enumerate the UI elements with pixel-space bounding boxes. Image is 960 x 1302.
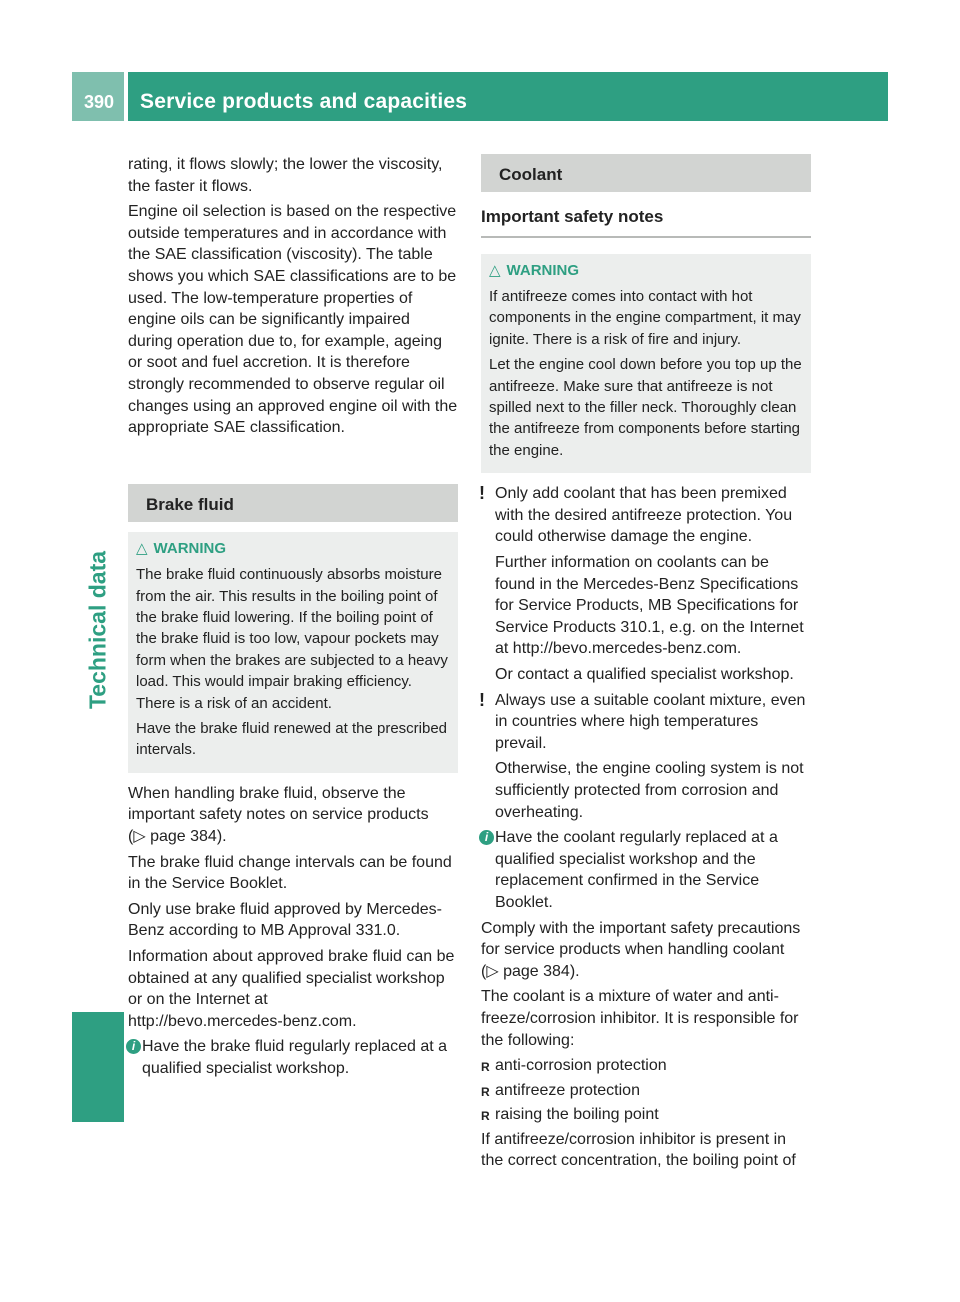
paragraph: Or contact a qualified specialist workshop. [495,666,794,683]
right-column [481,154,811,1176]
caution-note [481,483,811,548]
paragraph: Otherwise, the engine cooling system is not sufficiently protected from corrosion and overheating. [495,760,804,821]
warning-box [481,254,811,474]
section-side-tab [72,1012,124,1122]
info-icon: i [126,1039,141,1054]
list-item: R raising the boiling point [481,1104,811,1126]
paragraph: rating, it flows slowly; the lower the viscosity, the faster it flows. [128,156,443,195]
page-reference-link[interactable]: (▷ page 384). [481,962,580,980]
paragraph: The coolant is a mixture of water and anti-freeze/corrosion inhibitor. It is responsible for the following: [481,988,799,1049]
warning-text: If antifreeze comes into contact with hot components in the engine compartment, it may ignite. There is a risk of fire and injury. [489,288,801,348]
info-text: Have the coolant regularly replaced at a qualified specialist workshop and the replacement confirmed in the Service Booklet. [495,829,778,911]
section-heading-text: Coolant [499,165,563,184]
subheading-safety-notes: Important safety notes [481,202,811,238]
paragraph: Engine oil selection is based on the respective outside temperatures and in accordance with the SAE classification (viscosity). The table shows you which SAE classifications are to be used. The low-temperature properties of engine oils can be significantly impaired during operation due to, for example, ageing or soot and fuel accretion. It is therefore strongly recommended to observe regular oil changes using an approved engine oil with the appropriate SAE classification. [128,203,458,437]
section-heading-text: Brake fluid [146,494,234,514]
paragraph: Only use brake fluid approved by Mercedes-Benz according to MB Approval 331.0. [128,900,442,940]
info-text: Have the brake fluid regularly replaced at a qualified specialist workshop. [142,1038,448,1077]
warning-text: Let the engine cool down before you top up the antifreeze. Make sure that antifreeze is not spilled next to the filler neck. Thoroughly clean the antifreeze from components before starting the engine. [489,356,802,459]
warning-text: Have the brake fluid renewed at the prescribed intervals. [136,719,448,759]
url-link[interactable]: http://bevo.mercedes-benz.com. [128,1012,357,1030]
page-title: Service products and capacities [140,90,468,113]
page-header [128,72,888,121]
paragraph: Further information on coolants can be found in the Mercedes-Benz Specifications for Service Products, MB Specifications for Service Products 310.1, e.g. on the Internet at http://bevo.mercedes-benz.com. [495,554,804,658]
section-heading-brake-fluid [128,484,458,522]
page-reference-link[interactable]: (▷ page 384). [128,827,227,845]
page-number-box [72,72,124,121]
exclamation-icon: ! [479,689,485,710]
page-number: 390 [84,92,115,112]
caution-text: Only add coolant that has been premixed with the desired antifreeze protection. You could otherwise damage the engine. [495,485,793,546]
left-column [128,154,458,1084]
warning-box [128,532,458,773]
info-note [481,827,811,913]
warning-header [489,260,803,281]
paragraph [128,783,458,848]
section-heading-coolant [481,154,811,192]
paragraph-text: Comply with the important safety precautions for service products when handling coolant [481,919,801,959]
caution-note [481,690,811,755]
warning-label: WARNING [153,539,227,557]
side-label-text: Technical data [84,550,111,710]
warning-label: WARNING [506,261,580,279]
warning-text: The brake fluid continuously absorbs moisture from the air. This results in the boiling point of the brake fluid lowering. If the boiling point of the brake fluid is too low, vapour pockets may form when the brakes are subjected to a heavy load. This would impair braking efficiency. There is a risk of an accident. [136,566,448,712]
warning-header [136,538,450,559]
warning-triangle-icon: △ [136,539,148,557]
info-icon: i [479,830,494,845]
list-item: R anti-corrosion protection [481,1055,811,1077]
warning-triangle-icon: △ [489,261,501,279]
list-item: R antifreeze protection [481,1080,811,1102]
exclamation-icon: ! [479,483,485,504]
spacer [128,443,458,484]
caution-text: Always use a suitable coolant mixture, even in countries where high temperatures prevail. [495,691,806,752]
paragraph: If antifreeze/corrosion inhibitor is present in the correct concentration, the boiling point of [481,1130,796,1170]
info-note [128,1036,458,1079]
paragraph [481,918,811,983]
paragraph [128,946,458,1032]
paragraph-text: When handling brake fluid, observe the important safety notes on service products [128,784,429,824]
paragraph-text: Information about approved brake fluid can be obtained at any qualified specialist workshop or on the Internet at [128,947,455,1009]
paragraph: The brake fluid change intervals can be found in the Service Booklet. [128,853,452,893]
